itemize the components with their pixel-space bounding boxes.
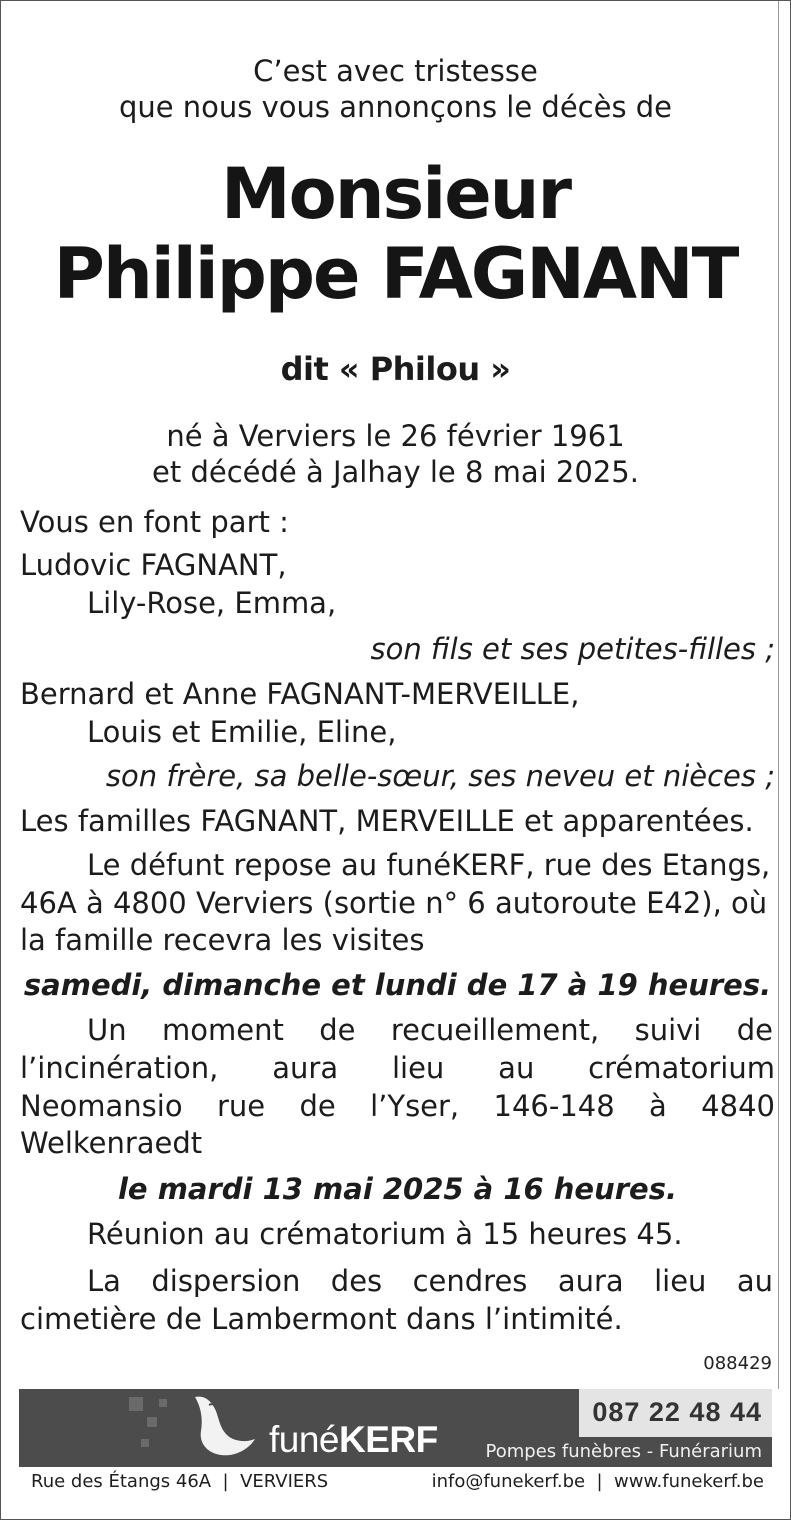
funeral-home-banner [19,1389,772,1467]
family2-line1: Bernard et Anne FAGNANT-MERVEILLE, [20,677,580,711]
birth-line: né à Verviers le 26 février 1961 [166,419,625,453]
repose-line-3: la famille recevra les visites [20,923,425,957]
decor-square [159,1399,167,1407]
deceased-title: Monsieur [220,153,571,235]
logo-light-text: funé [269,1419,340,1460]
family1-line1: Ludovic FAGNANT, [20,548,287,582]
ashes-line-1: La dispersion des cendres aura lieu au [87,1264,773,1298]
decor-square [141,1439,149,1447]
visits-schedule: samedi, dimanche et lundi de 17 à 19 heures. [23,968,772,1002]
ceremony-line-2: l’incinération, aura lieu au crématorium [20,1051,775,1085]
phone-number[interactable]: 087 22 48 44 [592,1397,762,1427]
repose-line-2: 46A à 4800 Verviers (sortie n° 6 autoroute E42), où [20,886,768,920]
ceremony-line-4: Welkenraedt [20,1126,203,1160]
phone-box [579,1389,772,1437]
deceased-nickname: dit « Philou » [280,350,511,388]
deceased-name: Philippe FAGNANT [53,233,738,315]
ashes-line-2: cimetière de Lambermont dans l’intimité. [20,1302,623,1336]
decor-square [147,1417,157,1427]
footer-contact[interactable]: info@funekerf.be | www.funekerf.be [431,1471,764,1492]
repose-line-1: Le défunt repose au funéKERF, rue des Etangs, [87,848,771,882]
ceremony-line-1: Un moment de recueillement, suivi de [87,1013,773,1047]
death-line: et décédé à Jalhay le 8 mai 2025. [152,455,639,489]
intro-line-1: C’est avec tristesse [253,54,538,88]
meeting-line: Réunion au crématorium à 15 heures 45. [87,1217,683,1251]
family1-relation: son fils et ses petites-filles ; [370,632,775,666]
reference-number: 088429 [703,1353,772,1374]
tagline: Pompes funèbres - Funérarium [485,1441,762,1462]
ceremony-line-3: Neomansio rue de l’Yser, 146-148 à 4840 [20,1089,775,1123]
family1-line2: Lily-Rose, Emma, [87,586,337,620]
intro-line-2: que nous vous annonçons le décès de [118,90,673,124]
logo-bold-text: KERF [339,1419,438,1460]
family2-line2: Louis et Emilie, Eline, [87,715,397,749]
footer-address: Rue des Étangs 46A | VERVIERS [31,1471,329,1492]
ceremony-date: le mardi 13 mai 2025 à 16 heures. [117,1172,677,1206]
funekerf-logo-text [269,1419,438,1461]
families-line: Les familles FAGNANT, MERVEILLE et apparentées. [20,804,754,838]
family2-relation: son frère, sa belle-sœur, ses neveu et nièces ; [105,759,775,793]
footer [19,1469,772,1499]
dove-icon [189,1391,259,1467]
announce-line: Vous en font part : [20,505,289,539]
decor-square [129,1397,143,1411]
